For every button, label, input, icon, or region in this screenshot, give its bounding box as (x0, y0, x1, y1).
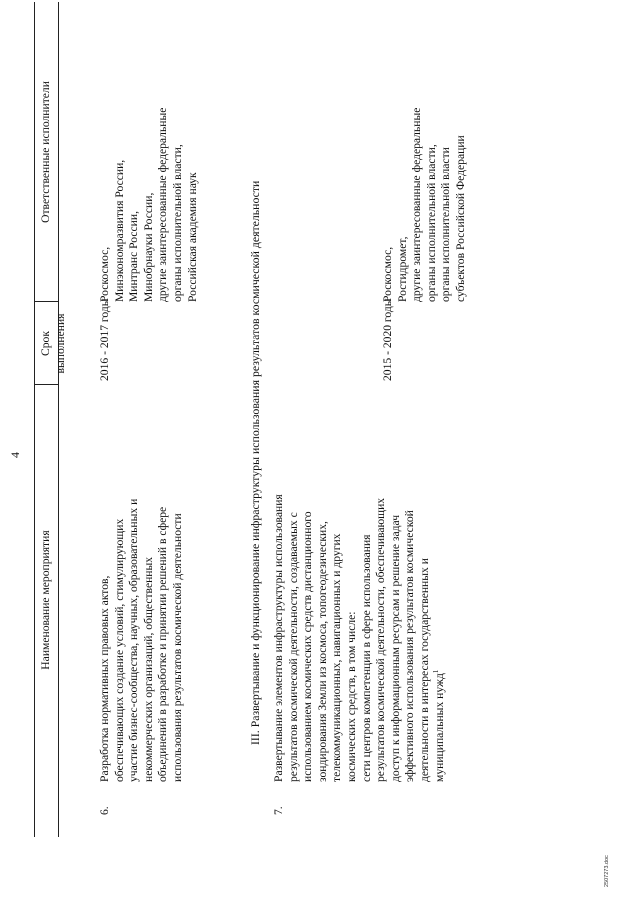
row6-name-line: использования результатов космической деятельности (170, 513, 184, 782)
table-header-rule (58, 2, 59, 837)
row7-sub-line: сети центров компетенции в сфере использования (359, 534, 373, 782)
row7-name (272, 387, 447, 782)
row6-name-line: некоммерческих организаций, общественных (141, 556, 155, 782)
row6-responsible-line: Роскосмос, (98, 246, 111, 302)
row7-name-line: использованием космических средств дистанционного (301, 511, 315, 782)
header-responsible: Ответственные исполнители (39, 81, 52, 223)
row7-name-line: зондирования Земли из космоса, топогеодезических, (315, 521, 329, 782)
row7-term: 2015 - 2020 годы (381, 298, 394, 381)
row7-sub-line-last (433, 387, 448, 782)
header-name: Наименование мероприятия (39, 530, 52, 670)
row7-responsible (381, 4, 469, 302)
row6-responsible-line: другие заинтересованные федеральные (156, 107, 170, 302)
page-number: 4 (8, 452, 22, 458)
row7-sub-line: эффективного использования результатов космической (403, 510, 417, 782)
row6-responsible-line: Минобрнауки России, (141, 192, 155, 302)
row7-responsible-line: другие заинтересованные федеральные (410, 107, 424, 302)
row6-responsible-line: Минэкономразвития России, (112, 159, 126, 302)
row7-sub-line: результатов космической деятельности, обеспечивающих (374, 497, 388, 782)
table-top-rule (34, 2, 35, 837)
row6-name (98, 387, 186, 782)
row7-name-line: космических средств, в том числе: (344, 611, 358, 782)
row7-name-line: Развертывание элементов инфраструктуры использования (272, 494, 285, 782)
row6-responsible-line: органы исполнительной власти, (170, 144, 184, 302)
row7-sub-line: доступ к информационным ресурсам и решение задач (388, 514, 402, 782)
row6-name-line: Разработка нормативных правовых актов, (98, 575, 111, 782)
row7-number: 7. (272, 806, 285, 815)
row7-name-line: телекоммуникационных, навигационных и других (330, 533, 344, 782)
row6-responsible-line: Российская академия наук (185, 172, 199, 302)
row6-name-line: объединений в разработке и принятии решений в сфере (156, 506, 170, 782)
row7-responsible-line: Ростидромет, (395, 236, 409, 302)
row6-responsible-line: Минтранс России, (127, 211, 141, 302)
section-heading: III. Развертывание и функционирование инфраструктуры использования результатов космической деятельности (248, 180, 262, 745)
row7-responsible-line: субъектов Российской Федерации (453, 135, 467, 302)
row6-responsible (98, 4, 200, 302)
footnote-marker: 1 (431, 669, 440, 674)
row7-name-line: результатов космической деятельности, создаваемых с (286, 512, 300, 782)
row6-name-line: обеспечивающих создание условий, стимулирующих (112, 518, 126, 782)
row7-responsible-line: Роскосмос, (381, 246, 394, 302)
row7-sub-line: деятельности в интересах государственных и (417, 558, 431, 782)
row6-number: 6. (98, 806, 111, 815)
header-term: Срок выполнения (39, 313, 67, 374)
row7-responsible-line: органы исполнительной власти, (424, 144, 438, 302)
file-identifier: 2507273.doc (604, 855, 610, 887)
row7-responsible-line: органы исполнительной власти (439, 147, 453, 302)
row6-name-line: участие бизнес-сообщества, научных, образовательных и (127, 498, 141, 782)
row7-sub-last-text: муниципальных нужд (432, 673, 446, 782)
row6-term: 2016 - 2017 годы (98, 298, 111, 381)
